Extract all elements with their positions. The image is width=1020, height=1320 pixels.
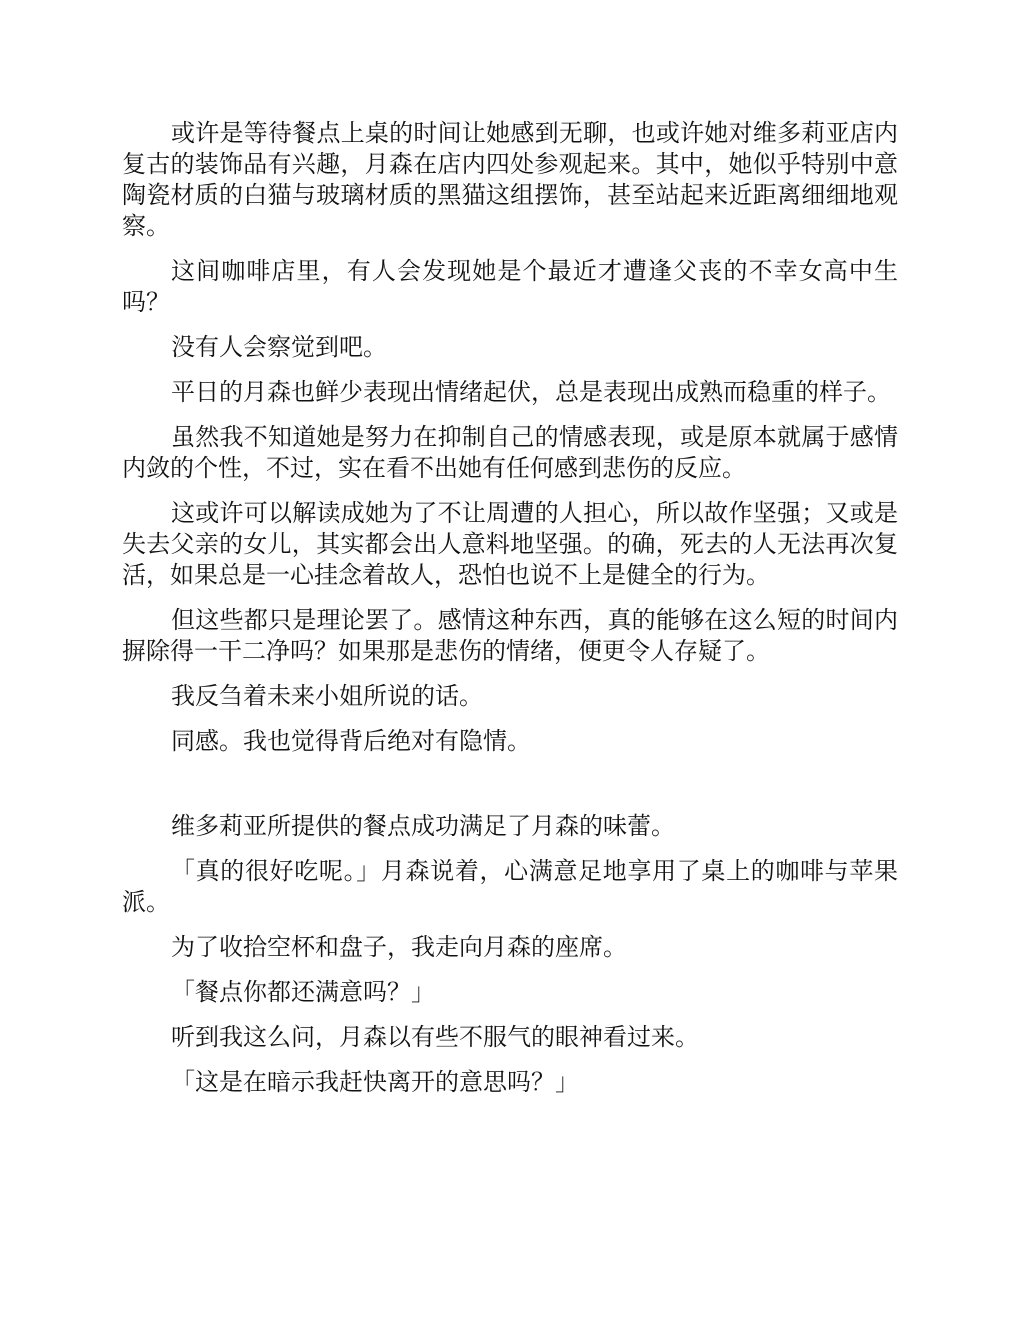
paragraph: 维多莉亚所提供的餐点成功满足了月森的味蕾。 <box>171 812 675 840</box>
paragraph: 「这是在暗示我赶快离开的意思吗？」 <box>171 1068 579 1096</box>
paragraph: 但这些都只是理论罢了。感情这种东西，真的能够在这么短的时间内摒除得一干二净吗？如果那是悲伤的情绪，便更令人存疑了。 <box>122 606 898 665</box>
paragraph: 「真的很好吃呢。」月森说着，心满意足地享用了桌上的咖啡与苹果派。 <box>122 857 898 916</box>
paragraph: 为了收拾空杯和盘子，我走向月森的座席。 <box>171 933 627 961</box>
paragraph: 虽然我不知道她是努力在抑制自己的情感表现，或是原本就属于感情内敛的个性，不过，实在看不出她有任何感到悲伤的反应。 <box>122 423 898 482</box>
paragraph: 同感。我也觉得背后绝对有隐情。 <box>171 727 531 755</box>
paragraph: 平日的月森也鲜少表现出情绪起伏，总是表现出成熟而稳重的样子。 <box>171 378 891 406</box>
paragraph: 这或许可以解读成她为了不让周遭的人担心，所以故作坚强；又或是失去父亲的女儿，其实都会出人意料地坚强。的确，死去的人无法再次复活，如果总是一心挂念着故人，恐怕也说不上是健全的行为。 <box>122 499 898 589</box>
document-page <box>122 118 898 1112</box>
paragraph: 「餐点你都还满意吗？」 <box>171 978 435 1006</box>
paragraph: 没有人会察觉到吧。 <box>171 333 387 361</box>
paragraph: 这间咖啡店里，有人会发现她是个最近才遭逢父丧的不幸女高中生吗？ <box>122 257 898 316</box>
section-break <box>122 771 898 811</box>
paragraph: 或许是等待餐点上桌的时间让她感到无聊，也或许她对维多莉亚店内复古的装饰品有兴趣，月森在店内四处参观起来。其中，她似乎特别中意陶瓷材质的白猫与玻璃材质的黑猫这组摆饰，甚至站起来近距离细细地观察。 <box>122 119 898 240</box>
paragraph: 我反刍着未来小姐所说的话。 <box>171 682 483 710</box>
paragraph: 听到我这么问，月森以有些不服气的眼神看过来。 <box>171 1023 699 1051</box>
